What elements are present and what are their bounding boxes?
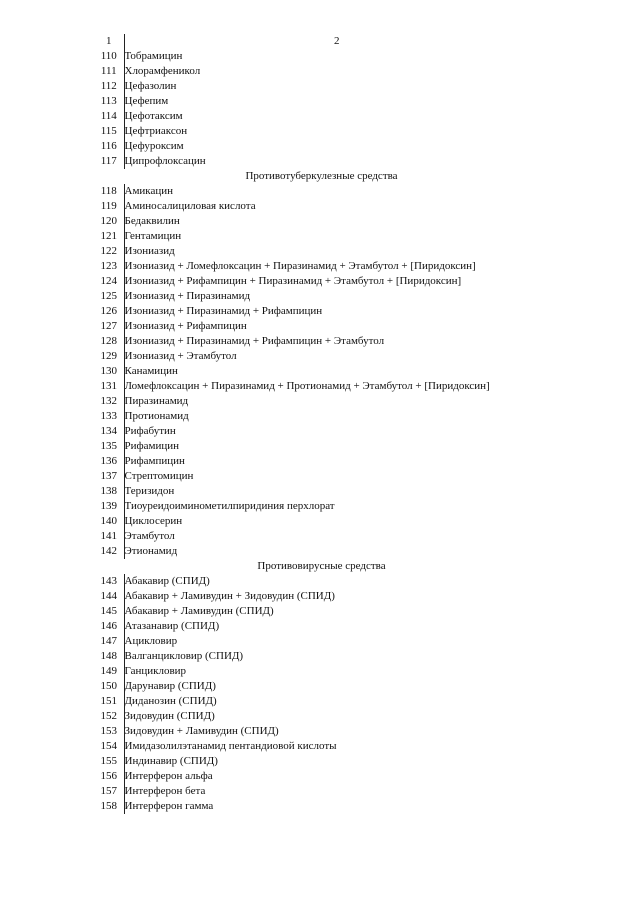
row-number: 119 (94, 199, 124, 214)
table-row (94, 799, 549, 814)
table-row (94, 379, 549, 394)
table-row (94, 769, 549, 784)
table-row (94, 109, 549, 124)
drug-name: Имидазолилэтанамид пентандиовой кислоты (124, 740, 337, 752)
drug-name: Тобрамицин (124, 50, 183, 62)
table-row (94, 529, 549, 544)
drug-name: Абакавир + Ламивудин (СПИД) (124, 605, 274, 617)
row-number: 155 (94, 754, 124, 769)
row-number: 132 (94, 394, 124, 409)
drug-name: Цефепим (124, 95, 169, 107)
drug-name: Атазанавир (СПИД) (124, 620, 220, 632)
row-number: 111 (94, 64, 124, 79)
drug-name: Бедаквилин (124, 215, 180, 227)
drug-name: Канамицин (124, 365, 178, 377)
table-row (94, 319, 549, 334)
row-number: 126 (94, 304, 124, 319)
row-number: 120 (94, 214, 124, 229)
drug-name: Изониазид + Пиразинамид (124, 290, 251, 302)
row-number: 125 (94, 289, 124, 304)
drug-name: Гентамицин (124, 230, 182, 242)
row-number: 112 (94, 79, 124, 94)
table-row (94, 409, 549, 424)
row-number: 113 (94, 94, 124, 109)
drug-name: Ломефлоксацин + Пиразинамид + Протионамид + Этамбутол + [Пиридоксин] (124, 380, 490, 392)
table-row (94, 619, 549, 634)
row-number: 146 (94, 619, 124, 634)
drug-name: Ципрофлоксацин (124, 155, 206, 167)
drug-name: Цефтриаксон (124, 125, 188, 137)
drug-name: Изониазид + Этамбутол (124, 350, 237, 362)
table-row (94, 754, 549, 769)
drug-name: Рифабутин (124, 425, 176, 437)
table-row (94, 784, 549, 799)
drug-name: Стрептомицин (124, 470, 194, 482)
table-header-row (94, 34, 549, 49)
table-row (94, 454, 549, 469)
drug-name: Теризидон (124, 485, 175, 497)
row-number: 134 (94, 424, 124, 439)
table-row (94, 484, 549, 499)
table-row (94, 469, 549, 484)
table-row (94, 634, 549, 649)
table-row (94, 184, 549, 199)
table-row (94, 139, 549, 154)
row-number: 124 (94, 274, 124, 289)
drug-list-table-container (94, 34, 549, 814)
row-number: 151 (94, 694, 124, 709)
row-number: 140 (94, 514, 124, 529)
drug-name: Цефотаксим (124, 110, 183, 122)
row-number: 133 (94, 409, 124, 424)
table-row (94, 739, 549, 754)
row-number: 135 (94, 439, 124, 454)
drug-name: Дарунавир (СПИД) (124, 680, 216, 692)
row-number: 145 (94, 604, 124, 619)
drug-name: Зидовудин (СПИД) (124, 710, 215, 722)
row-number: 110 (94, 49, 124, 64)
drug-name: Тиоуреидоиминометилпиридиния перхлорат (124, 500, 335, 512)
table-row (94, 439, 549, 454)
table-row (94, 364, 549, 379)
table-row (94, 679, 549, 694)
drug-name: Этионамид (124, 545, 178, 557)
row-number: 147 (94, 634, 124, 649)
row-number: 131 (94, 379, 124, 394)
row-number: 139 (94, 499, 124, 514)
section-heading-row (94, 169, 549, 184)
drug-list-body (94, 34, 549, 814)
table-row (94, 709, 549, 724)
row-number: 123 (94, 259, 124, 274)
row-number: 116 (94, 139, 124, 154)
table-row (94, 79, 549, 94)
table-row (94, 259, 549, 274)
section-heading: Противовирусные средства (257, 560, 386, 572)
row-number: 127 (94, 319, 124, 334)
row-number: 130 (94, 364, 124, 379)
table-row (94, 49, 549, 64)
drug-name: Этамбутол (124, 530, 175, 542)
table-row (94, 694, 549, 709)
table-row (94, 214, 549, 229)
drug-list-table (94, 34, 549, 814)
row-number: 148 (94, 649, 124, 664)
table-row (94, 64, 549, 79)
drug-name: Изониазид + Ломефлоксацин + Пиразинамид + Этамбутол + [Пиридоксин] (124, 260, 476, 272)
row-number: 150 (94, 679, 124, 694)
table-row (94, 514, 549, 529)
drug-name: Ганцикловир (124, 665, 187, 677)
drug-name: Интерферон гамма (124, 800, 214, 812)
row-number: 121 (94, 229, 124, 244)
table-row (94, 649, 549, 664)
row-number: 156 (94, 769, 124, 784)
drug-name: Амикацин (124, 185, 174, 197)
drug-name: Циклосерин (124, 515, 183, 527)
row-number: 129 (94, 349, 124, 364)
drug-name: Диданозин (СПИД) (124, 695, 217, 707)
row-number: 153 (94, 724, 124, 739)
row-number: 141 (94, 529, 124, 544)
drug-name: Изониазид + Рифампицин (124, 320, 247, 332)
drug-name: Интерферон альфа (124, 770, 213, 782)
drug-name: Изониазид + Пиразинамид + Рифампицин + Этамбутол (124, 335, 385, 347)
table-row (94, 424, 549, 439)
drug-name: Зидовудин + Ламивудин (СПИД) (124, 725, 279, 737)
table-row (94, 94, 549, 109)
table-row (94, 574, 549, 589)
table-row (94, 394, 549, 409)
row-number: 115 (94, 124, 124, 139)
row-number: 157 (94, 784, 124, 799)
drug-name: Изониазид + Рифампицин + Пиразинамид + Этамбутол + [Пиридоксин] (124, 275, 462, 287)
table-row (94, 589, 549, 604)
drug-name: Валганцикловир (СПИД) (124, 650, 244, 662)
row-number: 149 (94, 664, 124, 679)
row-number: 118 (94, 184, 124, 199)
row-number: 114 (94, 109, 124, 124)
section-heading: Противотуберкулезные средства (245, 170, 398, 182)
row-number: 117 (94, 154, 124, 169)
drug-name: Абакавир (СПИД) (124, 575, 210, 587)
section-heading-row (94, 559, 549, 574)
row-number: 128 (94, 334, 124, 349)
table-row (94, 544, 549, 559)
row-number: 152 (94, 709, 124, 724)
drug-name: Цефазолин (124, 80, 177, 92)
drug-name: Ацикловир (124, 635, 178, 647)
drug-name: Пиразинамид (124, 395, 189, 407)
drug-name: Хлорамфеникол (124, 65, 201, 77)
table-row (94, 604, 549, 619)
row-number: 138 (94, 484, 124, 499)
table-row (94, 664, 549, 679)
row-number: 137 (94, 469, 124, 484)
table-row (94, 304, 549, 319)
table-row (94, 274, 549, 289)
header-col-name: 2 (334, 35, 340, 47)
row-number: 144 (94, 589, 124, 604)
drug-name: Рифамицин (124, 440, 180, 452)
table-row (94, 289, 549, 304)
table-row (94, 229, 549, 244)
drug-name: Абакавир + Ламивудин + Зидовудин (СПИД) (124, 590, 335, 602)
table-row (94, 349, 549, 364)
drug-name: Цефуроксим (124, 140, 184, 152)
table-row (94, 124, 549, 139)
row-number: 158 (94, 799, 124, 814)
drug-name: Протионамид (124, 410, 189, 422)
table-row (94, 199, 549, 214)
header-col-number: 1 (94, 34, 124, 49)
table-row (94, 499, 549, 514)
drug-name: Индинавир (СПИД) (124, 755, 218, 767)
row-number: 154 (94, 739, 124, 754)
row-number: 143 (94, 574, 124, 589)
table-row (94, 724, 549, 739)
row-number: 122 (94, 244, 124, 259)
table-row (94, 334, 549, 349)
table-row (94, 154, 549, 169)
drug-name: Аминосалициловая кислота (124, 200, 256, 212)
drug-name: Изониазид (124, 245, 175, 257)
row-number: 142 (94, 544, 124, 559)
drug-name: Интерферон бета (124, 785, 206, 797)
drug-name: Изониазид + Пиразинамид + Рифампицин (124, 305, 323, 317)
row-number: 136 (94, 454, 124, 469)
drug-name: Рифампицин (124, 455, 185, 467)
table-row (94, 244, 549, 259)
